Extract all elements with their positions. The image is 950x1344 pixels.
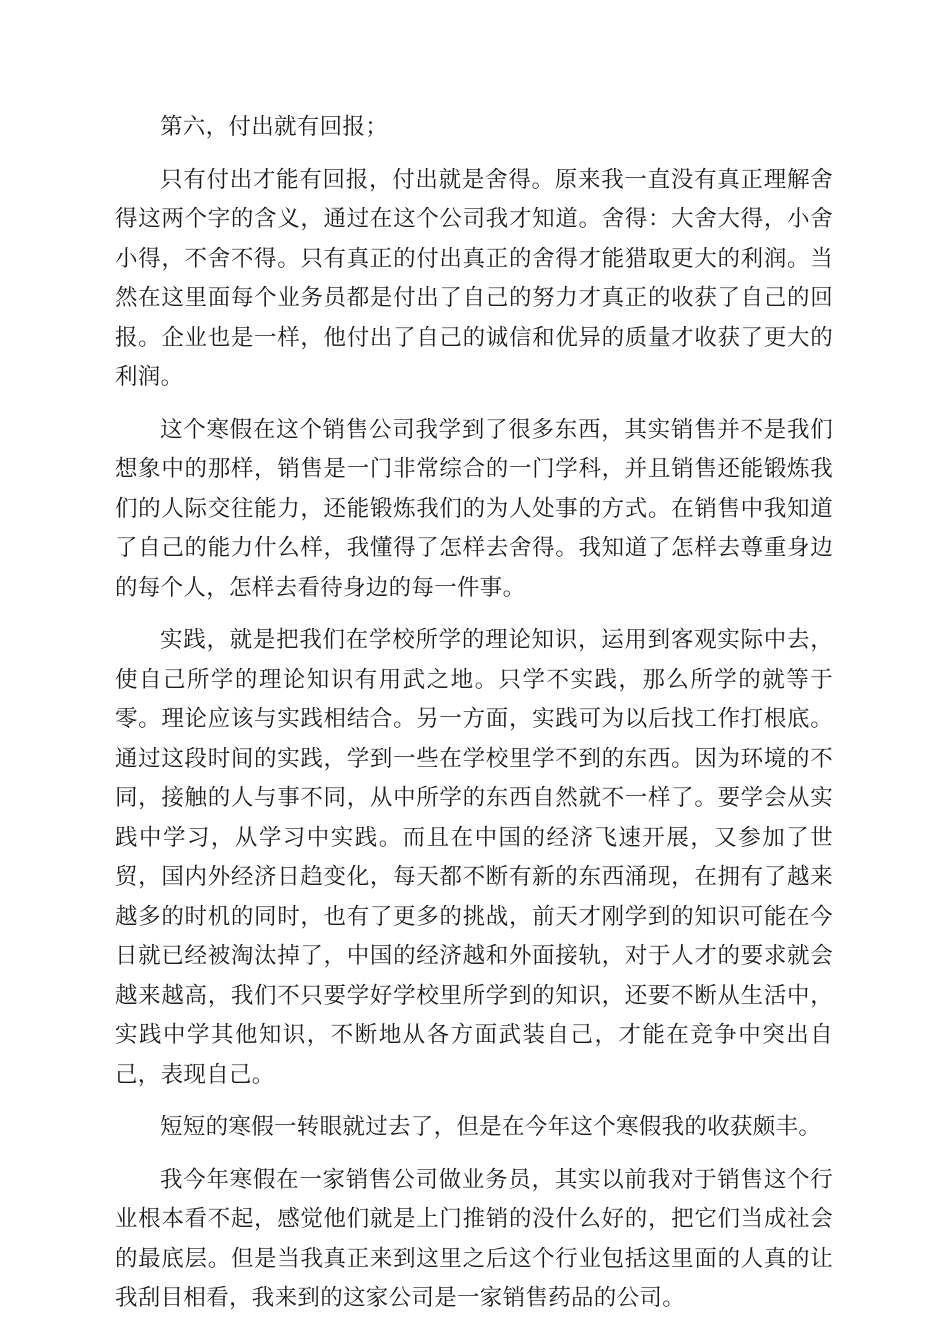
document-body [115,108,833,1332]
paragraph: 实践，就是把我们在学校所学的理论知识，运用到客观实际中去，使自己所学的理论知识有用武之地。只学不实践，那么所学的就等于零。理论应该与实践相结合。另一方面，实践可为以后找工作打根底。通过这段时间的实践，学到一些在学校里学不到的东西。因为环境的不同，接触的人与事不同，从中所学的东西自然就不一样了。要学会从实践中学习，从学习中实践。而且在中国的经济飞速开展，又参加了世贸，国内外经济日趋变化，每天都不断有新的东西涌现，在拥有了越来越多的时机的同时，也有了更多的挑战，前天才刚学到的知识可能在今日就已经被淘汰掉了，中国的经济越和外面接轨，对于人才的要求就会越来越高，我们不只要学好学校里所学到的知识，还要不断从生活中，实践中学其他知识，不断地从各方面武装自己，才能在竞争中突出自己，表现自己。 [115,627,833,1088]
paragraph: 我今年寒假在一家销售公司做业务员，其实以前我对于销售这个行业根本看不起，感觉他们就是上门推销的没什么好的，把它们当成社会的最底层。但是当我真正来到这里之后这个行业包括这里面的人真的让我刮目相看，我来到的这家公司是一家销售药品的公司。 [115,1166,833,1311]
paragraph: 这个寒假在这个销售公司我学到了很多东西，其实销售并不是我们想象中的那样，销售是一门非常综合的一门学科，并且销售还能锻炼我们的人际交往能力，还能锻炼我们的为人处事的方式。在销售中我知道了自己的能力什么样，我懂得了怎样去舍得。我知道了怎样去尊重身边的每个人，怎样去看待身边的每一件事。 [115,416,833,601]
paragraph: 短短的寒假一转眼就过去了，但是在今年这个寒假我的收获颇丰。 [160,1114,822,1140]
paragraph: 只有付出才能有回报，付出就是舍得。原来我一直没有真正理解舍得这两个字的含义，通过在这个公司我才知道。舍得：大舍大得，小舍小得，不舍不得。只有真正的付出真正的舍得才能猎取更大的利润。当然在这里面每个业务员都是付出了自己的努力才真正的收获了自己的回报。企业也是一样，他付出了自己的诚信和优异的质量才收获了更大的利润。 [115,166,833,390]
paragraph-heading-sixth: 第六，付出就有回报； [160,114,389,140]
